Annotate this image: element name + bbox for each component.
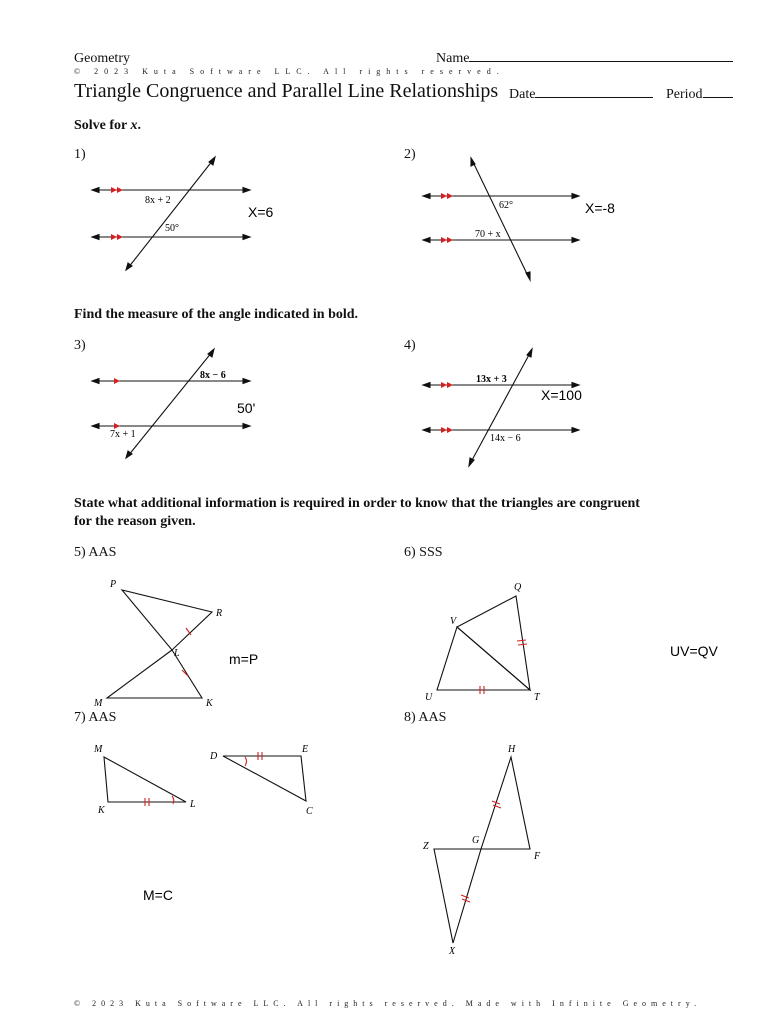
instruction-solve: Solve for x. <box>74 118 142 133</box>
vertex-label: D <box>210 751 218 762</box>
vertex-label: U <box>425 692 433 703</box>
problem-6-num: 6) <box>404 545 416 560</box>
vertex-label: K <box>98 805 105 816</box>
triangle-GZX <box>434 849 481 943</box>
angle-label: 14x − 6 <box>490 433 521 444</box>
name-label: Name <box>436 51 470 66</box>
angle-label-bold: 13x + 3 <box>476 374 507 385</box>
vertex-label: L <box>190 799 196 810</box>
answer-4: X=100 <box>541 387 582 403</box>
vertex-label: Q <box>514 582 522 593</box>
problem-2-number: 2) <box>404 147 416 162</box>
angle-label: 62° <box>499 200 513 211</box>
date-label: Date <box>509 87 536 102</box>
answer-3: 50' <box>237 400 256 416</box>
vertex-label: C <box>306 806 313 817</box>
angle-label: 8x + 2 <box>145 195 171 206</box>
triangle-HGF <box>481 757 530 849</box>
problem-7-reason: AAS <box>88 710 117 725</box>
footer-copyright: © 2023 Kuta Software LLC. All rights reserved. Made with Infinite Geometry. <box>74 999 702 1008</box>
period-label: Period <box>666 87 703 102</box>
problem-1-number: 1) <box>74 147 86 162</box>
vertex-label: H <box>508 744 516 755</box>
vertex-label: F <box>534 851 541 862</box>
angle-label-bold: 8x − 6 <box>200 370 226 381</box>
problem-8-reason: AAS <box>418 710 447 725</box>
instruction-solve-var: x <box>130 118 138 133</box>
vertex-label: G <box>472 835 480 846</box>
angle-label: 70 + x <box>475 229 501 240</box>
instruction-solve-text: Solve for <box>74 118 128 133</box>
vertex-label: K <box>206 698 213 709</box>
vertex-label: R <box>216 608 223 619</box>
problem-3-number: 3) <box>74 338 86 353</box>
vertex-label: M <box>94 698 103 709</box>
instruction-state-info-line2: for the reason given. <box>74 514 196 529</box>
answer-6: UV=QV <box>670 643 718 659</box>
angle-label: 7x + 1 <box>110 429 136 440</box>
problem-4-number: 4) <box>404 338 416 353</box>
vertex-label: P <box>110 579 117 590</box>
header-copyright: © 2023 Kuta Software LLC. All rights reserved. <box>74 67 505 76</box>
congruence-tick <box>461 895 469 898</box>
vertex-label: L <box>174 648 180 659</box>
answer-5: m=P <box>229 651 259 667</box>
problem-6-reason: SSS <box>419 545 443 560</box>
vertex-label: Z <box>423 841 429 852</box>
instruction-find-measure: Find the measure of the angle indicated in bold. <box>74 307 359 322</box>
problem-5-reason: AAS <box>88 545 117 560</box>
problem-5-num: 5) <box>74 545 86 560</box>
problem-7-num: 7) <box>74 710 86 725</box>
vertex-label: T <box>534 692 540 703</box>
answer-1: X=6 <box>248 204 274 220</box>
answer-2: X=-8 <box>585 200 615 216</box>
angle-label: 50° <box>165 223 179 234</box>
instruction-state-info-line1: State what additional information is required in order to know that the triangles are congruent <box>74 496 640 511</box>
vertex-label: V <box>450 616 457 627</box>
answer-7: M=C <box>143 887 173 903</box>
subject-label: Geometry <box>74 51 130 66</box>
vertex-label: E <box>302 744 309 755</box>
problem-8-num: 8) <box>404 710 416 725</box>
vertex-label: M <box>94 744 103 755</box>
worksheet-title: Triangle Congruence and Parallel Line Relationships <box>74 80 499 102</box>
vertex-label: X <box>449 946 456 957</box>
